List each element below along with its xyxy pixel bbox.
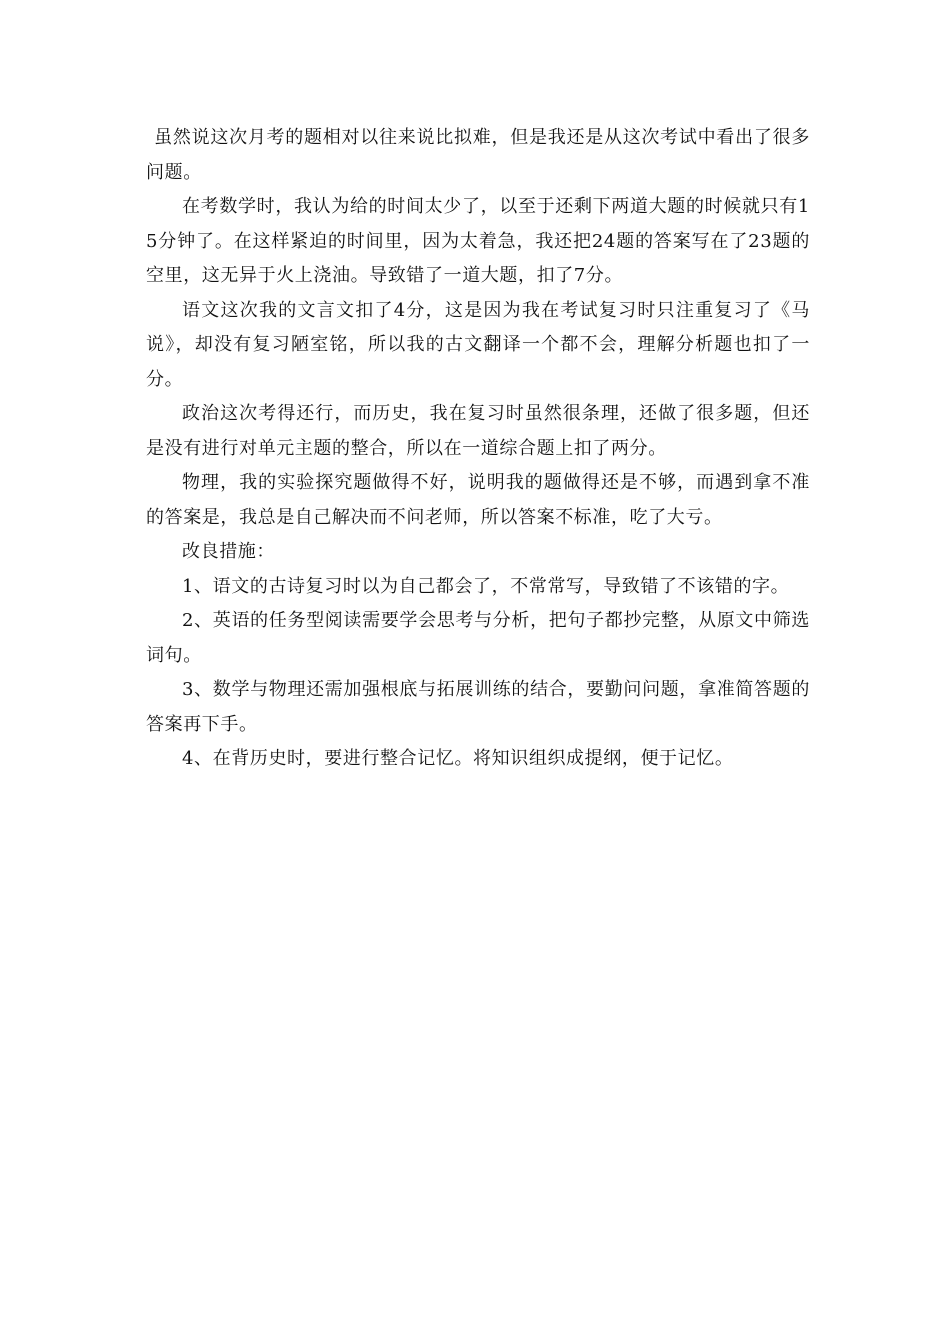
list-item: 4、在背历史时，要进行整合记忆。将知识组织成提纲，便于记忆。 (182, 748, 734, 769)
paragraph-improvement-heading: 改良措施： (182, 541, 275, 562)
paragraph-chinese: 语文这次我的文言文扣了4分，这是因为我在考试复习时只注重复习了《马说》，却没有复习陋室铭，所以我的古文翻译一个都不会，理解分析题也扣了一分。 (146, 299, 810, 390)
list-item: 1、语文的古诗复习时以为自己都会了，不常常写，导致错了不该错的字。 (182, 575, 790, 597)
paragraph-politics-history: 政治这次考得还行，而历史，我在复习时虽然很条理，还做了很多题，但还是没有进行对单元主题的整合，所以在一道综合题上扣了两分。 (146, 403, 810, 459)
paragraph-physics: 物理，我的实验探究题做得不好，说明我的题做得还是不够，而遇到拿不准的答案是，我总是自己解决而不问老师，所以答案不标准，吃了大亏。 (146, 472, 810, 528)
paragraph-math: 在考数学时，我认为给的时间太少了，以至于还剩下两道大题的时候就只有15分钟了。在这样紧迫的时间里，因为太着急，我还把24题的答案写在了23题的空里，这无异于火上浇油。导致错了一道大题，扣了7分。 (146, 196, 810, 286)
paragraph-intro: 虽然说这次月考的题相对以往来说比拟难，但是我还是从这次考试中看出了很多问题。 (146, 127, 810, 183)
list-item: 2、英语的任务型阅读需要学会思考与分析，把句子都抄完整，从原文中筛选词句。 (146, 610, 810, 666)
document-body (146, 121, 810, 777)
list-item: 3、数学与物理还需加强根底与拓展训练的结合，要勤问问题，拿准简答题的答案再下手。 (146, 679, 810, 735)
